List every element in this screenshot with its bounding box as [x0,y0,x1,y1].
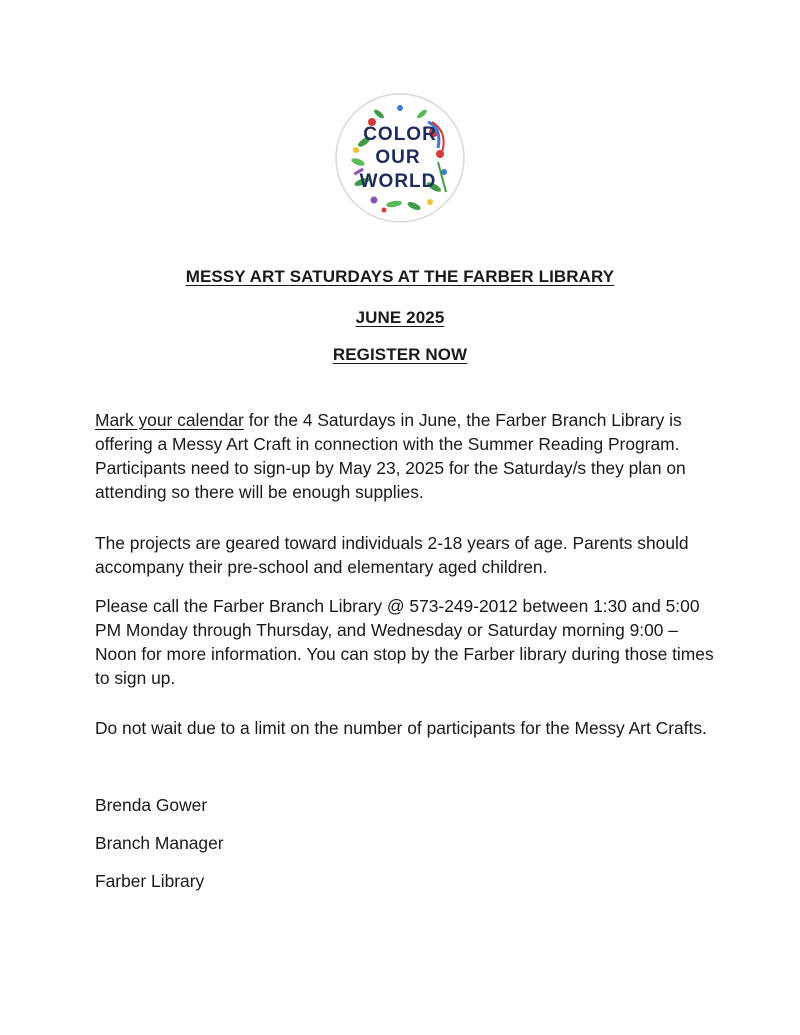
intro-paragraph [95,408,715,504]
register-now-heading: REGISTER NOW [332,345,468,364]
page-title: MESSY ART SATURDAYS AT THE FARBER LIBRARY [185,267,615,286]
mark-calendar-text: Mark your calendar [95,410,244,430]
logo-text-our: OUR [375,147,421,168]
age-paragraph: The projects are geared toward individuals 2-18 years of age. Parents should accompany their pre-school and elementary aged children. [95,533,689,577]
signature-org: Farber Library [95,871,205,891]
color-our-world-logo [334,92,466,224]
logo-text-world: WORLD [359,171,437,192]
logo-text-color: COLOR [363,124,437,145]
signature-title: Branch Manager [95,833,224,853]
event-month: JUNE 2025 [355,308,445,327]
color-our-world-badge-icon [334,92,466,224]
signature-name: Brenda Gower [95,795,208,815]
limit-paragraph: Do not wait due to a limit on the number of participants for the Messy Art Crafts. [95,718,707,738]
intro-paragraph-rest: for the 4 Saturdays in June, the Farber Branch Library is offering a Messy Art Craft in connection with the Summer Reading Program. Participants need to sign-up by May 23, 2025 for the Saturday/s they plan on attending so there will be enough supplies. [95,410,686,502]
contact-paragraph: Please call the Farber Branch Library @ 573-249-2012 between 1:30 and 5:00 PM Monday through Thursday, and Wednesday or Saturday morning 9:00 – Noon for more information. You can stop by the Farber library during those times to sign up. [95,596,714,688]
